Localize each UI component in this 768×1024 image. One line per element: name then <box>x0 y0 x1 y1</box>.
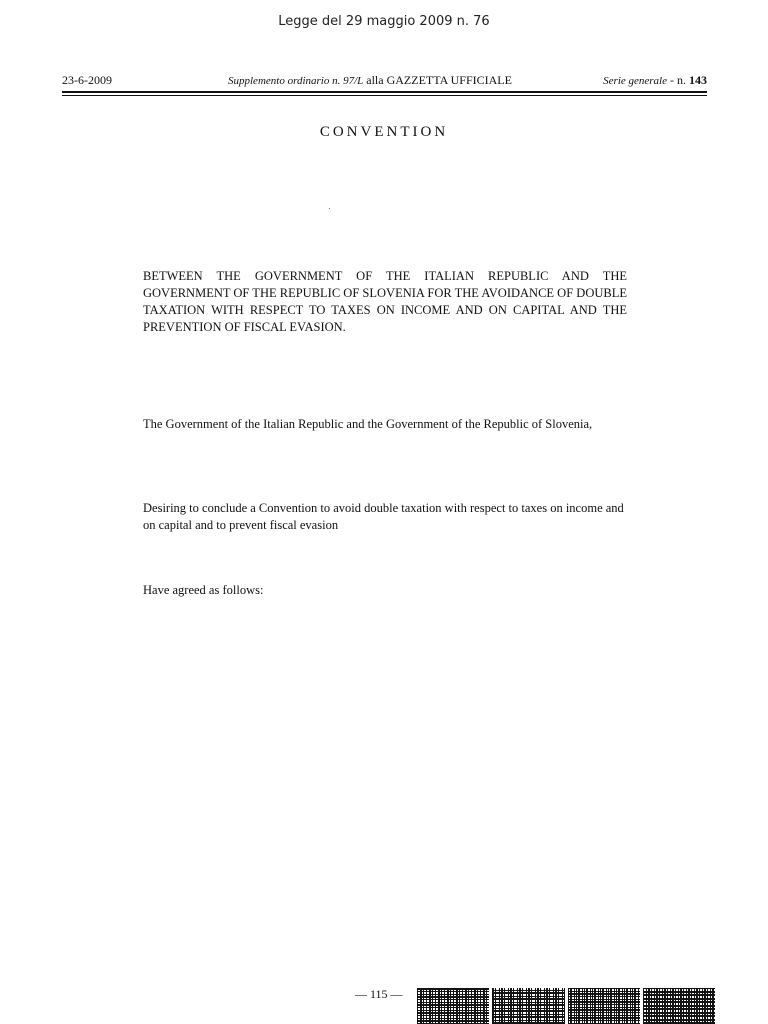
convention-between-paragraph: BETWEEN THE GOVERNMENT OF THE ITALIAN REPUBLIC AND THE GOVERNMENT OF THE REPUBLIC OF SLOVENIA FOR THE AVOIDANCE OF DOUBLE TAXATION WITH RESPECT TO TAXES ON INCOME AND ON CAPITAL AND THE PREVENTION OF FISCAL EVASION. <box>143 269 627 334</box>
header-date: 23-6-2009 <box>62 73 112 87</box>
header-rule-thin <box>62 95 707 96</box>
header-rule-thick <box>62 91 707 93</box>
series-label: Serie generale <box>603 75 667 87</box>
issue-number: 143 <box>689 73 707 87</box>
datamatrix-code-icon <box>417 988 715 1024</box>
supplement-label: Supplemento ordinario n. 97/L <box>228 75 364 87</box>
series-separator: - n. <box>670 73 686 87</box>
desiring-paragraph: Desiring to conclude a Convention to avoid double taxation with respect to taxes on income and on capital and to prevent fiscal evasion <box>143 501 624 532</box>
supplement-connector: alla <box>366 73 384 87</box>
document-window-title: Legge del 29 maggio 2009 n. 76 <box>278 14 490 29</box>
header-supplement <box>228 73 512 88</box>
barcode-block <box>492 988 564 1024</box>
page-number: — 115 — <box>355 987 403 1001</box>
barcode-block <box>417 988 489 1024</box>
scan-speck <box>329 208 330 209</box>
convention-title: CONVENTION <box>319 124 449 140</box>
barcode-block <box>568 988 640 1024</box>
barcode-block <box>643 988 715 1024</box>
header-series <box>603 73 707 88</box>
gazette-name: GAZZETTA UFFICIALE <box>386 73 512 87</box>
gazette-header <box>62 73 707 91</box>
agreed-paragraph: Have agreed as follows: <box>143 583 264 597</box>
parties-paragraph: The Government of the Italian Republic and the Government of the Republic of Slovenia, <box>143 417 593 431</box>
